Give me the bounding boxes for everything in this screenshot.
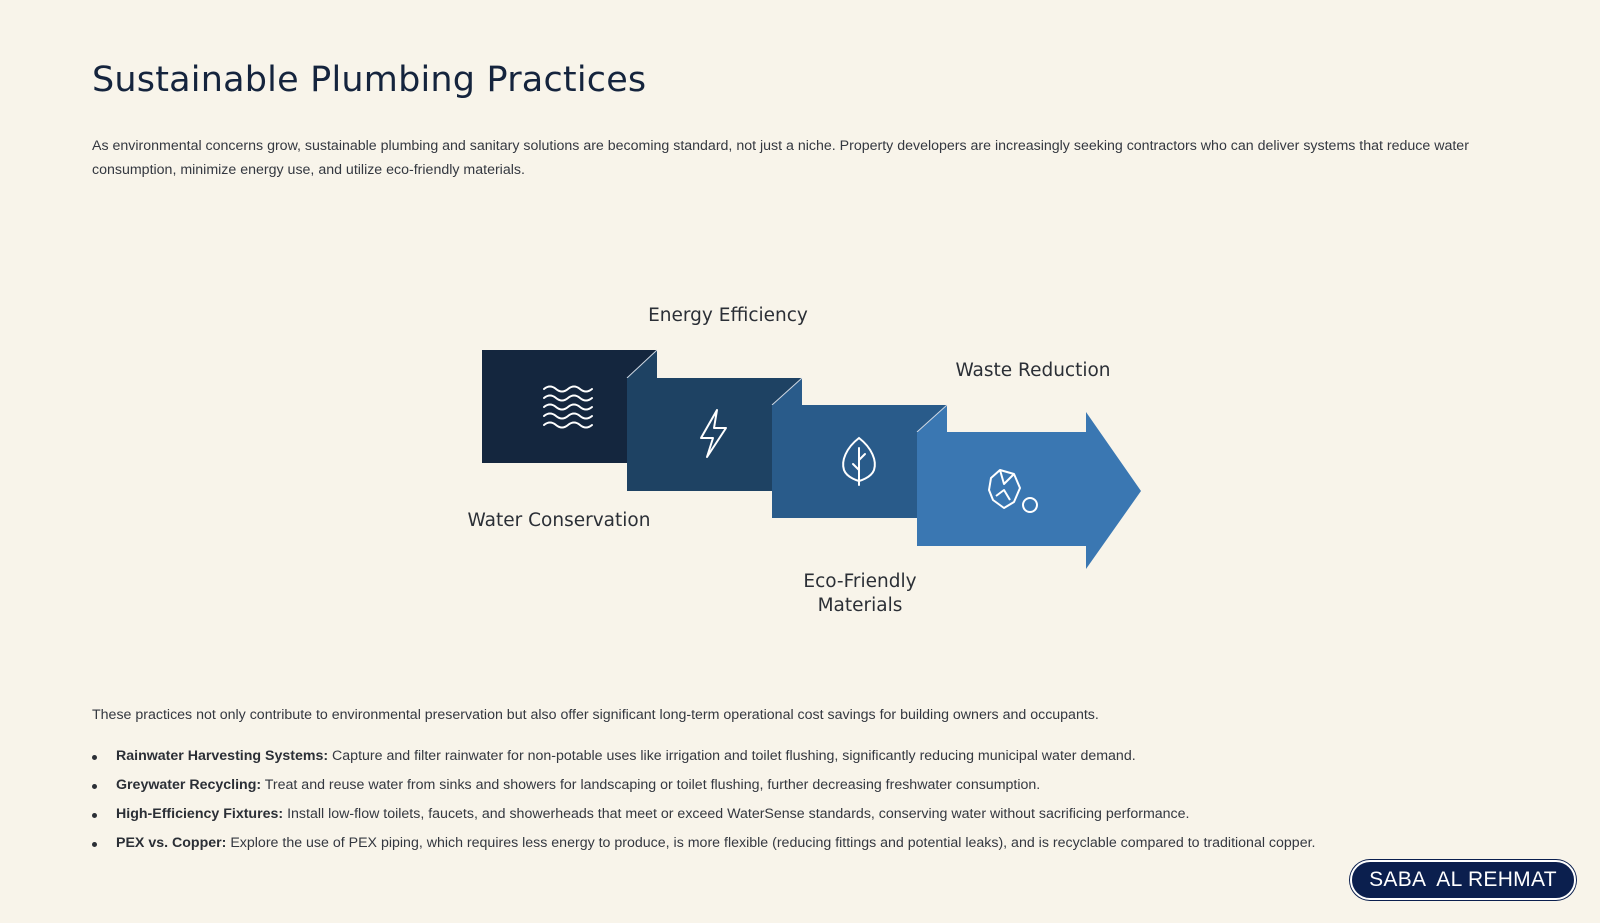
page-title: Sustainable Plumbing Practices	[92, 60, 647, 100]
step-waste-reduction	[917, 412, 1141, 569]
label-eco-friendly-line1: Eco-Friendly	[803, 571, 917, 592]
list-item	[92, 835, 1315, 864]
summary-paragraph: These practices not only contribute to environmental preservation but also offer significant long-term operational cost savings for building owners and occupants.	[92, 707, 1099, 723]
list-item-text: Capture and filter rainwater for non-potable uses like irrigation and toilet flushing, significantly reducing municipal water demand.	[328, 748, 1136, 764]
label-eco-friendly-line2: Materials	[817, 595, 903, 616]
list-item-term: Rainwater Harvesting Systems:	[116, 748, 329, 764]
list-item-text: Install low-flow toilets, faucets, and showerheads that meet or exceed WaterSense standards, conserving water without sacrificing performance.	[283, 806, 1190, 822]
label-energy-efficiency: Energy Efficiency	[648, 305, 808, 326]
list-item-text: Explore the use of PEX piping, which requires less energy to produce, is more flexible (reducing fittings and potential leaks), and is recyclable compared to traditional copper.	[226, 835, 1316, 851]
author-badge[interactable]: SABA AL REHMAT	[1350, 860, 1576, 900]
list-item	[92, 806, 1315, 835]
intro-paragraph: As environmental concerns grow, sustainable plumbing and sanitary solutions are becoming standard, not just a niche. Property developers are increasingly seeking contractors who can deliver systems that reduce water consumption, minimize energy use, and utilize eco-friendly materials.	[92, 138, 1469, 178]
label-waste-reduction: Waste Reduction	[955, 360, 1111, 381]
list-item-term: High-Efficiency Fixtures:	[116, 806, 284, 822]
practices-list	[92, 748, 1315, 864]
list-item-term: PEX vs. Copper:	[116, 835, 227, 851]
list-item	[92, 777, 1315, 806]
label-water-conservation: Water Conservation	[467, 510, 651, 531]
list-item	[92, 748, 1315, 777]
list-item-term: Greywater Recycling:	[116, 777, 262, 793]
list-item-text: Treat and reuse water from sinks and showers for landscaping or toilet flushing, further decreasing freshwater consumption.	[261, 777, 1041, 793]
